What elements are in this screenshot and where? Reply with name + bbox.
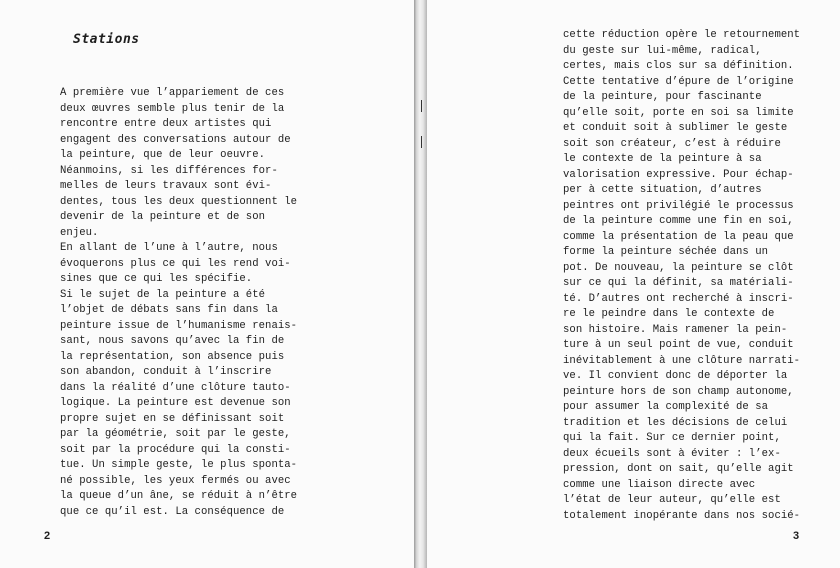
text-line: Si le sujet de la peinture a été [60,288,266,301]
right-text-column [563,28,800,524]
left-page [0,0,414,568]
text-line: la queue d’un âne, se réduit à n’être [60,490,298,502]
text-line: tradition et les décisions de celui [563,416,788,429]
text-line: Cette tentative d’épure de l’origine [563,75,794,88]
text-line: qui la fait. Sur ce dernier point, [563,432,781,444]
text-line: qu’elle soit, porte en soi sa limite [563,106,794,119]
text-line: que ce qu’il est. La conséquence de [60,505,285,518]
text-line: de la peinture, pour fascinante [563,91,762,103]
text-line: valorisation expressive. Pour échap- [563,168,794,181]
text-line: l’objet de débats sans fin dans la [60,304,278,316]
text-line: peinture hors de son champ autonome, [563,385,794,398]
text-line: pression, dont on sait, qu’elle agit [563,463,794,475]
text-line: la peinture, que de leur oeuvre. [60,149,266,161]
text-line: et conduit soit à sublimer le geste [563,122,788,134]
text-line: soit par la procédure qui la consti- [60,443,291,456]
text-line: pour assumer la complexité de sa [563,401,769,413]
page-number-left: 2 [44,530,51,542]
text-line: propre sujet en se définissant soit [60,412,285,425]
text-line: pot. De nouveau, la peinture se clôt [563,261,794,274]
left-text-column [60,86,297,520]
text-line: né possible, les yeux fermés ou avec [60,474,291,487]
text-line: son histoire. Mais ramener la pein- [563,323,788,336]
book-gutter [414,0,427,568]
text-line: l’état de leur auteur, qu’elle est [563,494,781,506]
text-line: évoquerons plus ce qui les rend voi- [60,257,291,270]
text-line: re le peindre dans le contexte de [563,308,775,320]
text-line: rencontre entre deux artistes qui [60,118,272,130]
text-line: A première vue l’appariement de ces [60,87,285,99]
text-line: le contexte de la peinture à sa [563,153,762,165]
text-line: logique. La peinture est devenue son [60,397,291,409]
text-line: peintres ont privilégié le processus [563,199,794,212]
text-line: sur ce qui la définit, sa matériali- [563,277,794,289]
text-line: deux œuvres semble plus tenir de la [60,102,285,115]
text-line: melles de leurs travaux sont évi- [60,180,272,192]
text-line: comme une liaison directe avec [563,478,756,491]
text-line: cette réduction opère le retournement [563,29,801,41]
text-line: son abandon, conduit à l’inscrire [60,366,272,378]
text-line: peinture issue de l’humanisme renais- [60,319,298,332]
text-line: sines que ce qui les spécifie. [60,273,253,285]
text-line: engagent des conversations autour de [60,133,291,146]
text-line: sant, nous savons qu’avec la fin de [60,335,285,347]
text-line: inévitablement à une clôture narrati- [563,354,801,367]
text-line: deux écueils sont à éviter : l’ex- [563,447,781,460]
text-line: tue. Un simple geste, le plus sponta- [60,459,298,471]
gutter-mark [421,100,422,112]
text-line: Néanmoins, si les différences for- [60,164,278,177]
text-line: comme la présentation de la peau que [563,230,794,243]
text-line: devenir de la peinture et de son [60,211,266,223]
right-page [427,0,840,568]
text-line: totalement inopérante dans nos socié- [563,509,801,522]
text-line: par la géométrie, soit par le geste, [60,428,291,440]
page-title: Stations [73,32,140,47]
gutter-mark [421,136,422,148]
text-line: de la peinture comme une fin en soi, [563,215,794,227]
text-line: dentes, tous les deux questionnent le [60,195,298,208]
text-line: per à cette situation, d’autres [563,184,762,196]
text-line: té. D’autres ont recherché à inscri- [563,292,794,305]
text-line: la représentation, son absence puis [60,350,285,363]
text-line: forme la peinture séchée dans un [563,246,769,258]
text-line: certes, mais clos sur sa définition. [563,60,794,72]
text-line: ve. Il convient donc de déporter la [563,370,788,382]
text-line: soit son créateur, c’est à réduire [563,137,781,150]
text-line: En allant de l’une à l’autre, nous [60,242,278,254]
text-line: du geste sur lui-même, radical, [563,44,762,57]
text-line: enjeu. [60,226,99,239]
page-number-right: 3 [793,530,800,542]
text-line: ture à un seul point de vue, conduit [563,339,794,351]
text-line: dans la réalité d’une clôture tauto- [60,381,291,394]
